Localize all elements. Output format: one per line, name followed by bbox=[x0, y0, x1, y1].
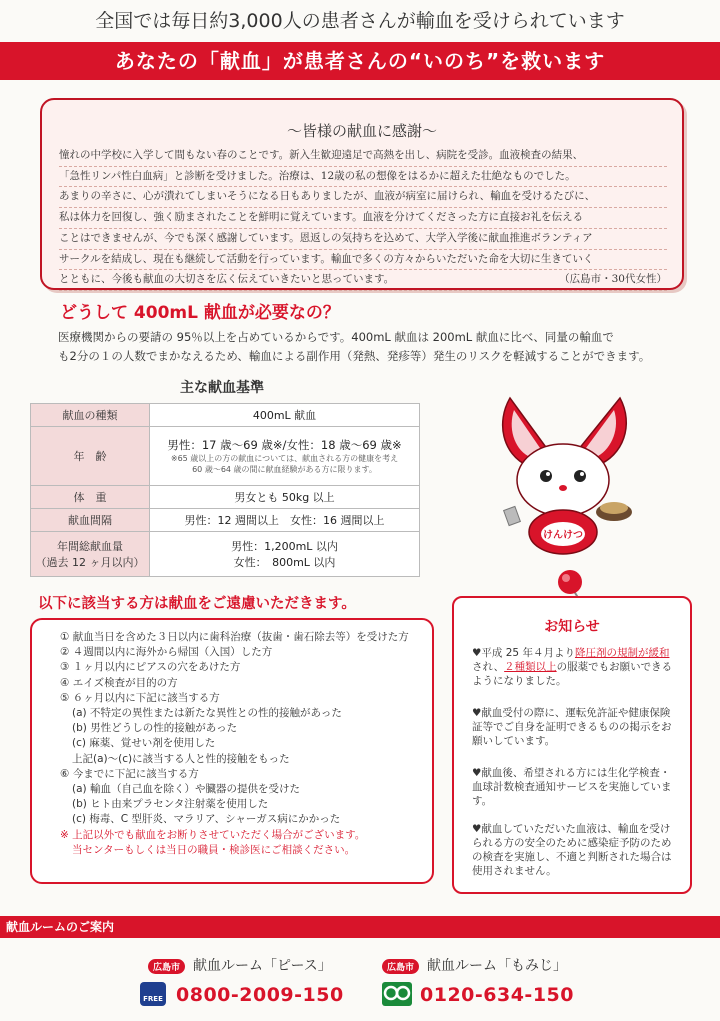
age-note-1: ※65 歳以上の方の献血については、献血される方の健康を考え bbox=[170, 454, 399, 463]
room-momiji-phone[interactable]: 0120-634-150 bbox=[420, 984, 574, 1006]
main-banner: あなたの「献血」が患者さんの“いのち”を救います bbox=[0, 42, 720, 80]
list-item: ① 献血当日を含めた３日以内に歯科治療（抜歯・歯石除去等）を受けた方 bbox=[60, 631, 409, 643]
room-momiji-name-row bbox=[382, 955, 567, 975]
list-item: ④ エイズ検査が目的の方 bbox=[60, 676, 178, 689]
table-row bbox=[31, 486, 420, 509]
notice-item-1-pre: ♥平成 25 年４月より bbox=[472, 647, 575, 659]
letter-title: 〜皆様の献血に感謝〜 bbox=[286, 122, 437, 140]
table-row bbox=[31, 427, 420, 486]
room-peace-name-row bbox=[148, 955, 332, 975]
notice-item bbox=[472, 646, 678, 688]
free-dial-icon: FREE bbox=[140, 982, 166, 1006]
age-note-2: 60 歳〜64 歳の間に献血経験がある方に限ります。 bbox=[192, 465, 377, 474]
notice-item-1-highlight: 降圧剤の規制が緩和 bbox=[574, 647, 670, 659]
letter-line: サークルを結成し、現在も継続して活動を行っています。輸血で多くの方々からいただいた命を大切に生きていく bbox=[59, 250, 667, 271]
list-item: ⑥ 今までに下記に該当する方 bbox=[60, 767, 199, 780]
top-headline: 全国では毎日約3,000人の患者さんが輸血を受けられています bbox=[95, 10, 625, 32]
letter-line: 「急性リンパ性白血病」と診断を受けました。治療は、12歳の私の想像をはるかに超えた壮絶なものでした。 bbox=[59, 167, 667, 188]
room-momiji-name: 献血ルーム「もみじ」 bbox=[427, 958, 568, 974]
room-guide-bar: 献血ルームのご案内 bbox=[0, 916, 720, 938]
weight-value: 男女とも 50kg 以上 bbox=[150, 486, 420, 509]
letter-line-last bbox=[59, 270, 667, 291]
standards-title: 主な献血基準 bbox=[180, 380, 264, 396]
standards-table bbox=[30, 403, 420, 577]
letter-line: 憧れの中学校に入学して間もない春のことです。新入生歓迎遠足で高熱を出し、病院を受診。血液検査の結果、 bbox=[59, 146, 667, 167]
notice-item: ♥献血後、希望される方には生化学検査・血球計数検査通知サービスを実施しています。 bbox=[472, 767, 672, 807]
city-badge: 広島市 bbox=[382, 959, 419, 974]
free-dial-symbol-icon bbox=[382, 982, 412, 1006]
sub-item: (c) 麻薬、覚せい剤を使用した bbox=[72, 737, 216, 750]
list-item: ⑤ ６ヶ月以内に下記に該当する方 bbox=[60, 691, 220, 704]
notice-box bbox=[452, 596, 692, 894]
table-row bbox=[31, 404, 420, 427]
decline-warning-2: 当センターもしくは当日の職員・検診医にご相談ください。 bbox=[72, 843, 356, 856]
letter-signature: （広島市・30代女性） bbox=[559, 273, 667, 286]
sub-item: (a) 不特定の異性または新たな異性との性的接触があった bbox=[72, 707, 342, 720]
sub-item: (b) ヒト由来プラセンタ注射薬を使用した bbox=[72, 798, 269, 811]
annual-label-main: 年間総献血量 bbox=[57, 540, 123, 553]
thank-you-letter bbox=[40, 98, 684, 290]
notice-item: ♥献血受付の際に、運転免許証や健康保険証等でご自身を証明できるものの掲示をお願いしています。 bbox=[472, 707, 672, 747]
table-row bbox=[31, 509, 420, 532]
list-item: ② ４週間以内に海外から帰国（入国）した方 bbox=[60, 646, 273, 659]
annual-female: 女性： 800mL 以内 bbox=[233, 556, 336, 569]
city-badge: 広島市 bbox=[148, 959, 185, 974]
decline-warning: ※ 上記以外でも献血をお断りさせていただく場合がございます。 bbox=[60, 828, 366, 841]
notice-title: お知らせ bbox=[544, 619, 600, 635]
weight-label: 体 重 bbox=[31, 486, 150, 509]
interval-label: 献血間隔 bbox=[31, 509, 150, 532]
sub-item: 上記(a)〜(c)に該当する人と性的接触をもった bbox=[72, 752, 290, 765]
sub-item: (c) 梅毒、C 型肝炎、マラリア、シャーガス病にかかった bbox=[72, 813, 341, 826]
annual-cell bbox=[150, 532, 420, 577]
age-label: 年 齢 bbox=[31, 427, 150, 486]
notice-item-1-post: の服薬でもお願いできるようになりました。 bbox=[472, 661, 673, 687]
interval-value: 男性：12 週間以上 女性：16 週間以上 bbox=[150, 509, 420, 532]
room-peace-name: 献血ルーム「ピース」 bbox=[193, 958, 332, 974]
kenketsu-mascot-illustration bbox=[488, 392, 638, 562]
notice-item-1-mid: され、 bbox=[472, 661, 505, 673]
type-label: 献血の種類 bbox=[31, 404, 150, 427]
letter-line: 私は体力を回復し、強く励まされたことを鮮明に覚えています。血液を分けてくださった方に直接お礼を伝える bbox=[59, 208, 667, 229]
decline-box bbox=[30, 618, 434, 884]
age-cell bbox=[150, 427, 420, 486]
type-value: 400mL 献血 bbox=[150, 404, 420, 427]
table-row bbox=[31, 532, 420, 577]
decline-list bbox=[60, 630, 430, 858]
annual-label bbox=[31, 532, 150, 577]
mascot-tag: けんけつ bbox=[543, 530, 583, 541]
notice-item: ♥献血していただいた血液は、輸血を受けられる方の安全のために感染症予防のための検査を実施し、不適と判断された場合は使用されません。 bbox=[472, 823, 672, 877]
letter-body bbox=[59, 146, 667, 291]
why-line-2: も2分の１の人数でまかなえるため、輸血による副作用（発熱、発疹等）発生のリスクを軽減することができます。 bbox=[58, 349, 651, 363]
letter-line: ことはできませんが、今でも深く感謝しています。恩返しの気持ちを込めて、大学入学後に献血推進ボランティア bbox=[59, 229, 667, 250]
why-400ml-body bbox=[58, 328, 678, 366]
why-400ml-title: どうして 400mL 献血が必要なの？ bbox=[60, 303, 340, 323]
letter-line: あまりの辛さに、心が潰れてしまいそうになる日もありましたが、血液が病室に届けられ、輸血を受けるたびに、 bbox=[59, 187, 667, 208]
why-line-1: 医療機関からの要請の 95％以上を占めているからです。400mL 献血は 200mL 献血に比べ、同量の輸血で bbox=[58, 330, 614, 344]
sub-item: (a) 輸血（自己血を除く）や臓器の提供を受けた bbox=[72, 783, 300, 796]
room-peace-phone[interactable]: 0800-2009-150 bbox=[176, 984, 344, 1006]
annual-male: 男性：1,200mL 以内 bbox=[231, 540, 338, 553]
sub-item: (b) 男性どうしの性的接触があった bbox=[72, 722, 238, 735]
age-value: 男性：17 歳〜69 歳※/女性：18 歳〜69 歳※ bbox=[167, 438, 402, 452]
annual-label-sub: （過去 12 ヶ月以内） bbox=[35, 556, 145, 569]
letter-line: とともに、今後も献血の大切さを広く伝えていきたいと思っています。 bbox=[59, 273, 395, 286]
decline-title: 以下に該当する方は献血をご遠慮いただきます。 bbox=[38, 596, 356, 612]
list-item: ③ １ヶ月以内にピアスの穴をあけた方 bbox=[60, 661, 241, 674]
notice-item-1-highlight-2: ２種類以上 bbox=[504, 661, 557, 673]
